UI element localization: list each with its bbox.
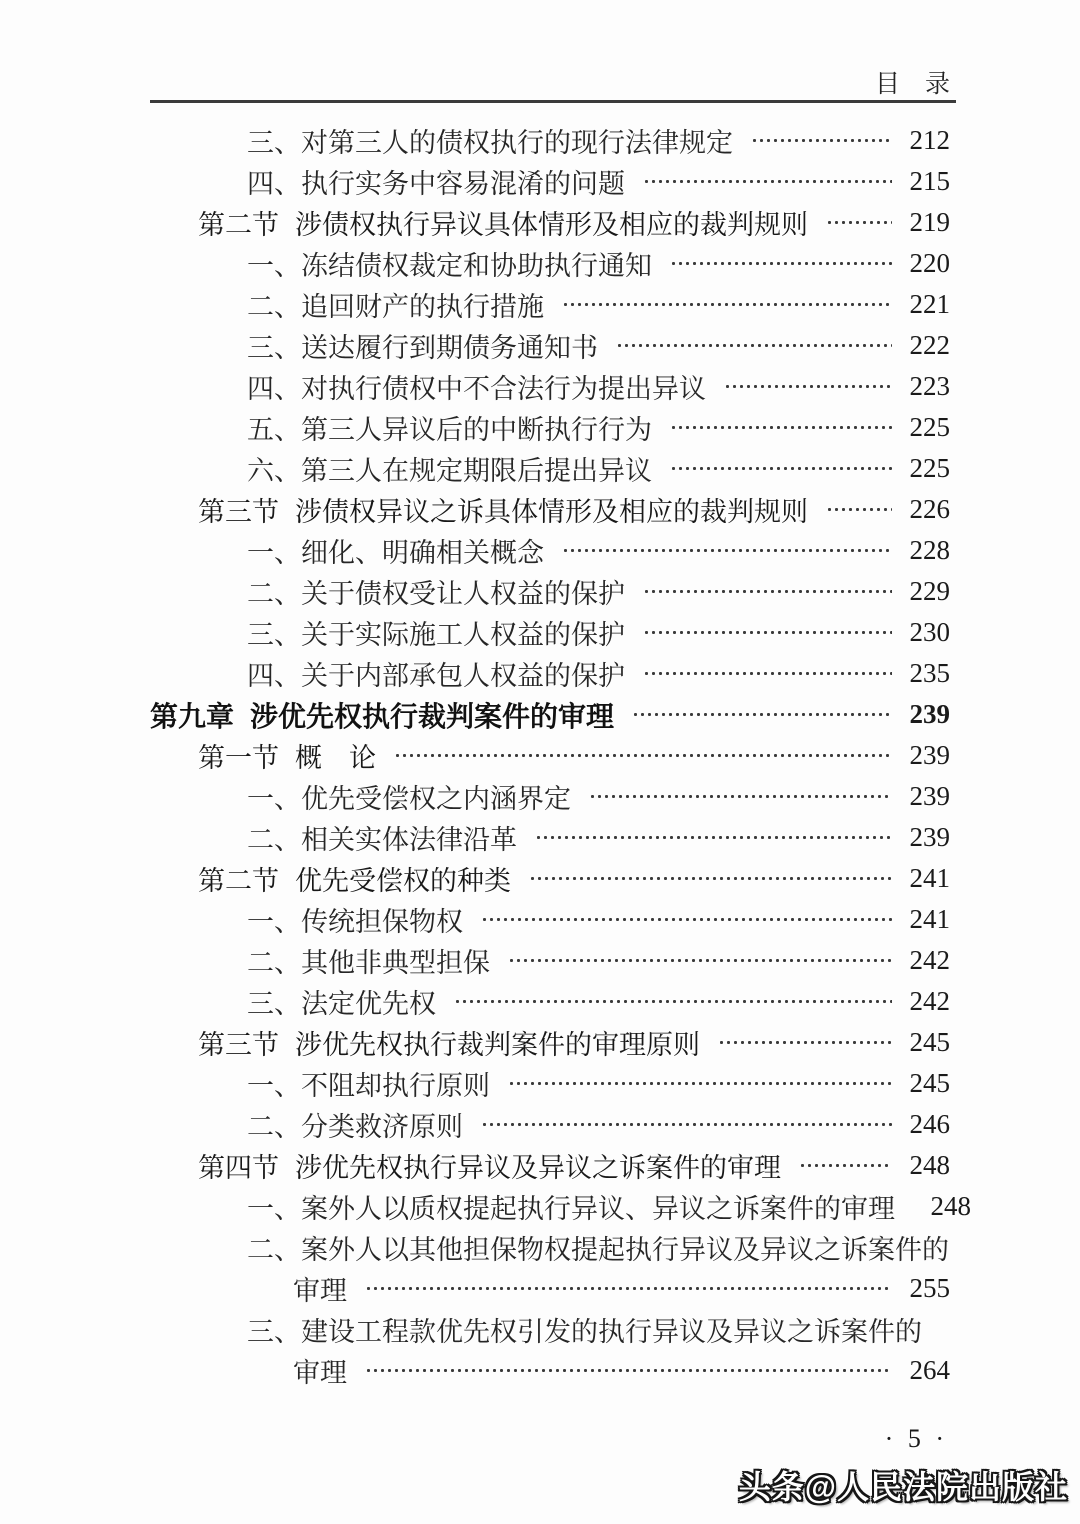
- toc-row-title: 一、不阻却执行原则: [247, 1071, 490, 1101]
- toc-row: [0, 325, 950, 366]
- dot-leader: [632, 701, 892, 728]
- toc-row: [0, 653, 950, 694]
- toc-row-title: 一、传统担保物权: [247, 907, 463, 937]
- toc-row-page: 245: [909, 1068, 950, 1098]
- dot-leader: [643, 660, 892, 687]
- toc-row: [0, 448, 950, 489]
- toc-row-page: 225: [909, 412, 950, 442]
- dot-leader: [670, 455, 892, 482]
- toc-row-title: 涉优先权执行裁判案件的审理: [250, 701, 615, 733]
- toc-row-title: 四、关于内部承包人权益的保护: [247, 661, 625, 691]
- toc-row-page: 242: [909, 986, 950, 1016]
- toc-row-page: 229: [909, 576, 950, 606]
- dot-leader: [643, 619, 892, 646]
- dot-leader: [562, 537, 892, 564]
- toc-row-label: 第二节: [198, 210, 279, 240]
- toc-row-page: 235: [909, 658, 950, 688]
- toc-row: [0, 1350, 950, 1391]
- toc-row: [0, 202, 950, 243]
- toc-row-title: 二、分类救济原则: [247, 1112, 463, 1142]
- dot-leader: [751, 127, 892, 154]
- toc-row: [0, 1063, 950, 1104]
- toc-row-label: 第九章: [150, 701, 235, 733]
- toc-row-title: 涉债权异议之诉具体情形及相应的裁判规则: [295, 497, 808, 527]
- toc-list: [0, 120, 971, 1391]
- toc-row-title: 五、第三人异议后的中断执行行为: [247, 415, 652, 445]
- toc-row: [0, 366, 950, 407]
- toc-row: [0, 1022, 950, 1063]
- toc-row-page: 226: [909, 494, 950, 524]
- dot-leader: [481, 1111, 892, 1138]
- footer-page-number: · 5 ·: [884, 1424, 948, 1453]
- toc-row-page: 239: [909, 781, 950, 811]
- dot-leader: [826, 209, 892, 236]
- toc-row-page: 220: [909, 248, 950, 278]
- toc-row: [0, 776, 950, 817]
- toc-row-page: 239: [909, 740, 950, 770]
- dot-leader: [481, 906, 892, 933]
- toc-row: [0, 858, 950, 899]
- toc-row-title: 审理: [293, 1358, 347, 1388]
- toc-row: [0, 243, 950, 284]
- toc-row-page: 248: [930, 1191, 971, 1221]
- toc-row: [0, 940, 950, 981]
- dot-leader: [508, 947, 892, 974]
- toc-row-page: 239: [909, 822, 950, 852]
- toc-row: [0, 489, 950, 530]
- toc-row-title: 优先受偿权的种类: [295, 866, 511, 896]
- toc-row-label: 第二节: [198, 866, 279, 896]
- dot-leader: [365, 1275, 892, 1302]
- dot-leader: [394, 742, 892, 769]
- toc-row-label: 第四节: [198, 1153, 279, 1183]
- dot-leader: [508, 1070, 892, 1097]
- dot-leader: [616, 332, 892, 359]
- dot-leader: [454, 988, 892, 1015]
- dot-leader: [643, 168, 892, 195]
- toc-row-page: 225: [909, 453, 950, 483]
- dot-leader: [718, 1029, 892, 1056]
- toc-row-title: 二、关于债权受让人权益的保护: [247, 579, 625, 609]
- dot-leader: [365, 1357, 892, 1384]
- dot-leader: [643, 578, 892, 605]
- dot-leader: [670, 250, 892, 277]
- toc-row-title: 二、追回财产的执行措施: [247, 292, 544, 322]
- toc-row-page: 241: [909, 904, 950, 934]
- toc-row: [0, 1104, 950, 1145]
- toc-row: [0, 1227, 950, 1268]
- toc-row: [0, 120, 950, 161]
- toc-row-title: 三、法定优先权: [247, 989, 436, 1019]
- dot-leader: [799, 1152, 892, 1179]
- toc-row-label: 第一节: [198, 743, 279, 773]
- toc-row-page: 241: [909, 863, 950, 893]
- dot-leader: [535, 824, 892, 851]
- toc-row-title: 四、对执行债权中不合法行为提出异议: [247, 374, 706, 404]
- toc-row-page: 239: [909, 699, 950, 729]
- toc-row-title: 审理: [293, 1276, 347, 1306]
- toc-row-title: 三、对第三人的债权执行的现行法律规定: [247, 128, 733, 158]
- toc-row: [0, 981, 950, 1022]
- dot-leader: [826, 496, 892, 523]
- toc-row-page: 242: [909, 945, 950, 975]
- toc-row-title: 一、优先受偿权之内涵界定: [247, 784, 571, 814]
- toc-row-title: 二、相关实体法律沿革: [247, 825, 517, 855]
- toc-row-page: 223: [909, 371, 950, 401]
- toc-row-page: 264: [909, 1355, 950, 1385]
- toc-row-page: 219: [909, 207, 950, 237]
- page-title: 目 录: [874, 71, 950, 98]
- dot-leader: [589, 783, 892, 810]
- toc-row-page: 248: [909, 1150, 950, 1180]
- toc-row-title: 三、送达履行到期债务通知书: [247, 333, 598, 363]
- toc-row-page: 222: [909, 330, 950, 360]
- toc-row: [0, 899, 950, 940]
- toc-row: [0, 407, 950, 448]
- toc-row: [0, 571, 950, 612]
- toc-row-page: 255: [909, 1273, 950, 1303]
- toc-row-title: 二、案外人以其他担保物权提起执行异议及异议之诉案件的: [247, 1235, 949, 1265]
- dot-leader: [670, 414, 892, 441]
- toc-row: [0, 530, 950, 571]
- toc-row: [0, 284, 950, 325]
- toc-row: [0, 161, 950, 202]
- toc-row-page: 228: [909, 535, 950, 565]
- toc-row-title: 三、关于实际施工人权益的保护: [247, 620, 625, 650]
- toc-row-title: 四、执行实务中容易混淆的问题: [247, 169, 625, 199]
- dot-leader: [724, 373, 892, 400]
- toc-row: [0, 1309, 950, 1350]
- toc-row-title: 涉优先权执行裁判案件的审理原则: [295, 1030, 700, 1060]
- toc-row: [0, 1186, 971, 1227]
- toc-row-title: 六、第三人在规定期限后提出异议: [247, 456, 652, 486]
- toc-row: [0, 817, 950, 858]
- toc-row-label: 第三节: [198, 497, 279, 527]
- toc-row: [0, 612, 950, 653]
- toc-row: [0, 1145, 950, 1186]
- toc-row-title: 一、案外人以质权提起执行异议、异议之诉案件的审理: [247, 1194, 895, 1224]
- toc-row-page: 221: [909, 289, 950, 319]
- toc-row-title: 一、细化、明确相关概念: [247, 538, 544, 568]
- toc-row: [0, 735, 950, 776]
- toc-row: [0, 1268, 950, 1309]
- toc-row-page: 215: [909, 166, 950, 196]
- toc-row-title: 一、冻结债权裁定和协助执行通知: [247, 251, 652, 281]
- toc-row-title: 概 论: [295, 743, 376, 773]
- dot-leader: [562, 291, 892, 318]
- toc-row-page: 246: [909, 1109, 950, 1139]
- toc-row-title: 三、建设工程款优先权引发的执行异议及异议之诉案件的: [247, 1317, 922, 1347]
- toc-row-title: 涉优先权执行异议及异议之诉案件的审理: [295, 1153, 781, 1183]
- watermark-text: 头条@人民法院出版社: [738, 1469, 1068, 1505]
- toc-row-page: 245: [909, 1027, 950, 1057]
- toc-row: [0, 694, 950, 735]
- toc-row-page: 212: [909, 125, 950, 155]
- toc-row-title: 涉债权执行异议具体情形及相应的裁判规则: [295, 210, 808, 240]
- dot-leader: [529, 865, 892, 892]
- toc-row-title: 二、其他非典型担保: [247, 948, 490, 978]
- toc-row-page: 230: [909, 617, 950, 647]
- toc-row-label: 第三节: [198, 1030, 279, 1060]
- header-rule: [150, 100, 956, 103]
